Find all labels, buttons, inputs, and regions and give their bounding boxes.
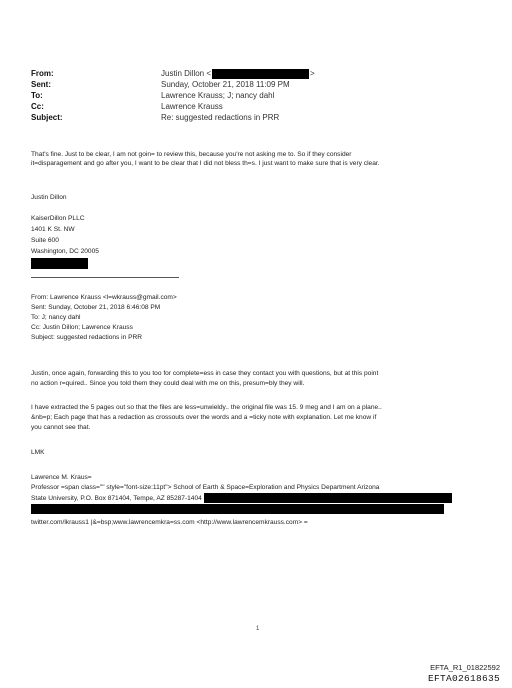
header-subject-row xyxy=(31,112,501,123)
quoted-p1-line-2: no action r=quired.. Since you told them they could deal with me on this, presum=bly they will. xyxy=(31,380,305,387)
quoted-sig-links: twitter.com/lkrauss1 |&=bsp;www.lawrencemkra=ss.com <http://www.lawrencemkrauss.com> = xyxy=(31,519,308,526)
quoted-subject: Subject: suggested redactions in PRR xyxy=(31,334,143,341)
reply-line-2: it=disparagement and go after you, I want to be clear that I did not bless th=s. I just want to make sure that is very clear. xyxy=(31,160,380,167)
separator-line xyxy=(31,277,179,278)
cc-label: Cc: xyxy=(31,102,44,111)
reply-line-1: That's fine. Just to be clear, I am not goin= to review this, because you're not asking me to. So if they consider xyxy=(31,151,352,158)
from-label: From: xyxy=(31,69,54,78)
from-name: Justin Dillon < xyxy=(161,69,212,78)
cc-value: Lawrence Krauss xyxy=(161,102,223,111)
email-header xyxy=(31,68,501,128)
quoted-lmk: LMK xyxy=(31,449,45,456)
signature-street: 1401 K St. NW xyxy=(31,226,75,233)
quoted-p2-line-3: you cannot see that. xyxy=(31,424,91,431)
signature-suite: Suite 600 xyxy=(31,237,59,244)
quoted-sig-line-2 xyxy=(31,493,452,503)
to-value: Lawrence Krauss; J; nancy dahl xyxy=(161,91,275,100)
subject-value: Re: suggested redactions in PRR xyxy=(161,113,280,122)
redacted-email-block xyxy=(212,69,309,79)
quoted-sent: Sent: Sunday, October 21, 2018 6:46:08 PM xyxy=(31,304,161,311)
quoted-sig-line-1: Professor =span class="" style="font-size:11pt"> School of Earth & Space=Exploration and Physics Department Arizona xyxy=(31,484,380,491)
efta-large-id: EFTA02618635 xyxy=(427,673,500,684)
from-value xyxy=(161,68,315,79)
redacted-line-block xyxy=(31,504,444,514)
redacted-address-block xyxy=(204,493,452,503)
quoted-p1-line-1: Justin, once again, forwarding this to you too for complete=ess in case they contact you with questions, but at this point xyxy=(31,370,379,377)
redacted-phone-block xyxy=(31,258,88,269)
to-label: To: xyxy=(31,91,43,100)
quoted-p2-line-1: I have extracted the 5 pages out so that the files are less=unwieldy.. the original file was 15. 9 meg and I am on a plane.. xyxy=(31,404,382,411)
from-close: > xyxy=(310,69,315,78)
quoted-to: To: J; nancy dahl xyxy=(31,314,81,321)
sent-label: Sent: xyxy=(31,80,51,89)
header-from-row xyxy=(31,68,501,79)
sent-value: Sunday, October 21, 2018 11:09 PM xyxy=(161,80,290,89)
header-cc-row xyxy=(31,101,501,112)
quoted-sig-address: State University, P.O. Box 871404, Tempe, AZ 85287-1404 xyxy=(31,494,202,502)
quoted-cc: Cc: Justin Dillon; Lawrence Krauss xyxy=(31,324,133,331)
quoted-p2-line-2: &nb=p; Each page that has a redaction as crossouts over the words and a =ticky note with explanation. Let me know if xyxy=(31,414,377,421)
page-number: 1 xyxy=(256,626,260,632)
signature-city: Washington, DC 20005 xyxy=(31,248,99,255)
efta-small-id: EFTA_R1_01822592 xyxy=(430,663,500,672)
header-to-row xyxy=(31,90,501,101)
quoted-from: From: Lawrence Krauss <l=wkrauss@gmail.com> xyxy=(31,294,177,301)
quoted-sig-name: Lawrence M. Kraus= xyxy=(31,474,92,481)
header-sent-row xyxy=(31,79,501,90)
signature-firm: KaiserDillon PLLC xyxy=(31,215,85,222)
subject-label: Subject: xyxy=(31,113,63,122)
signature-name: Justin Dillon xyxy=(31,194,67,201)
